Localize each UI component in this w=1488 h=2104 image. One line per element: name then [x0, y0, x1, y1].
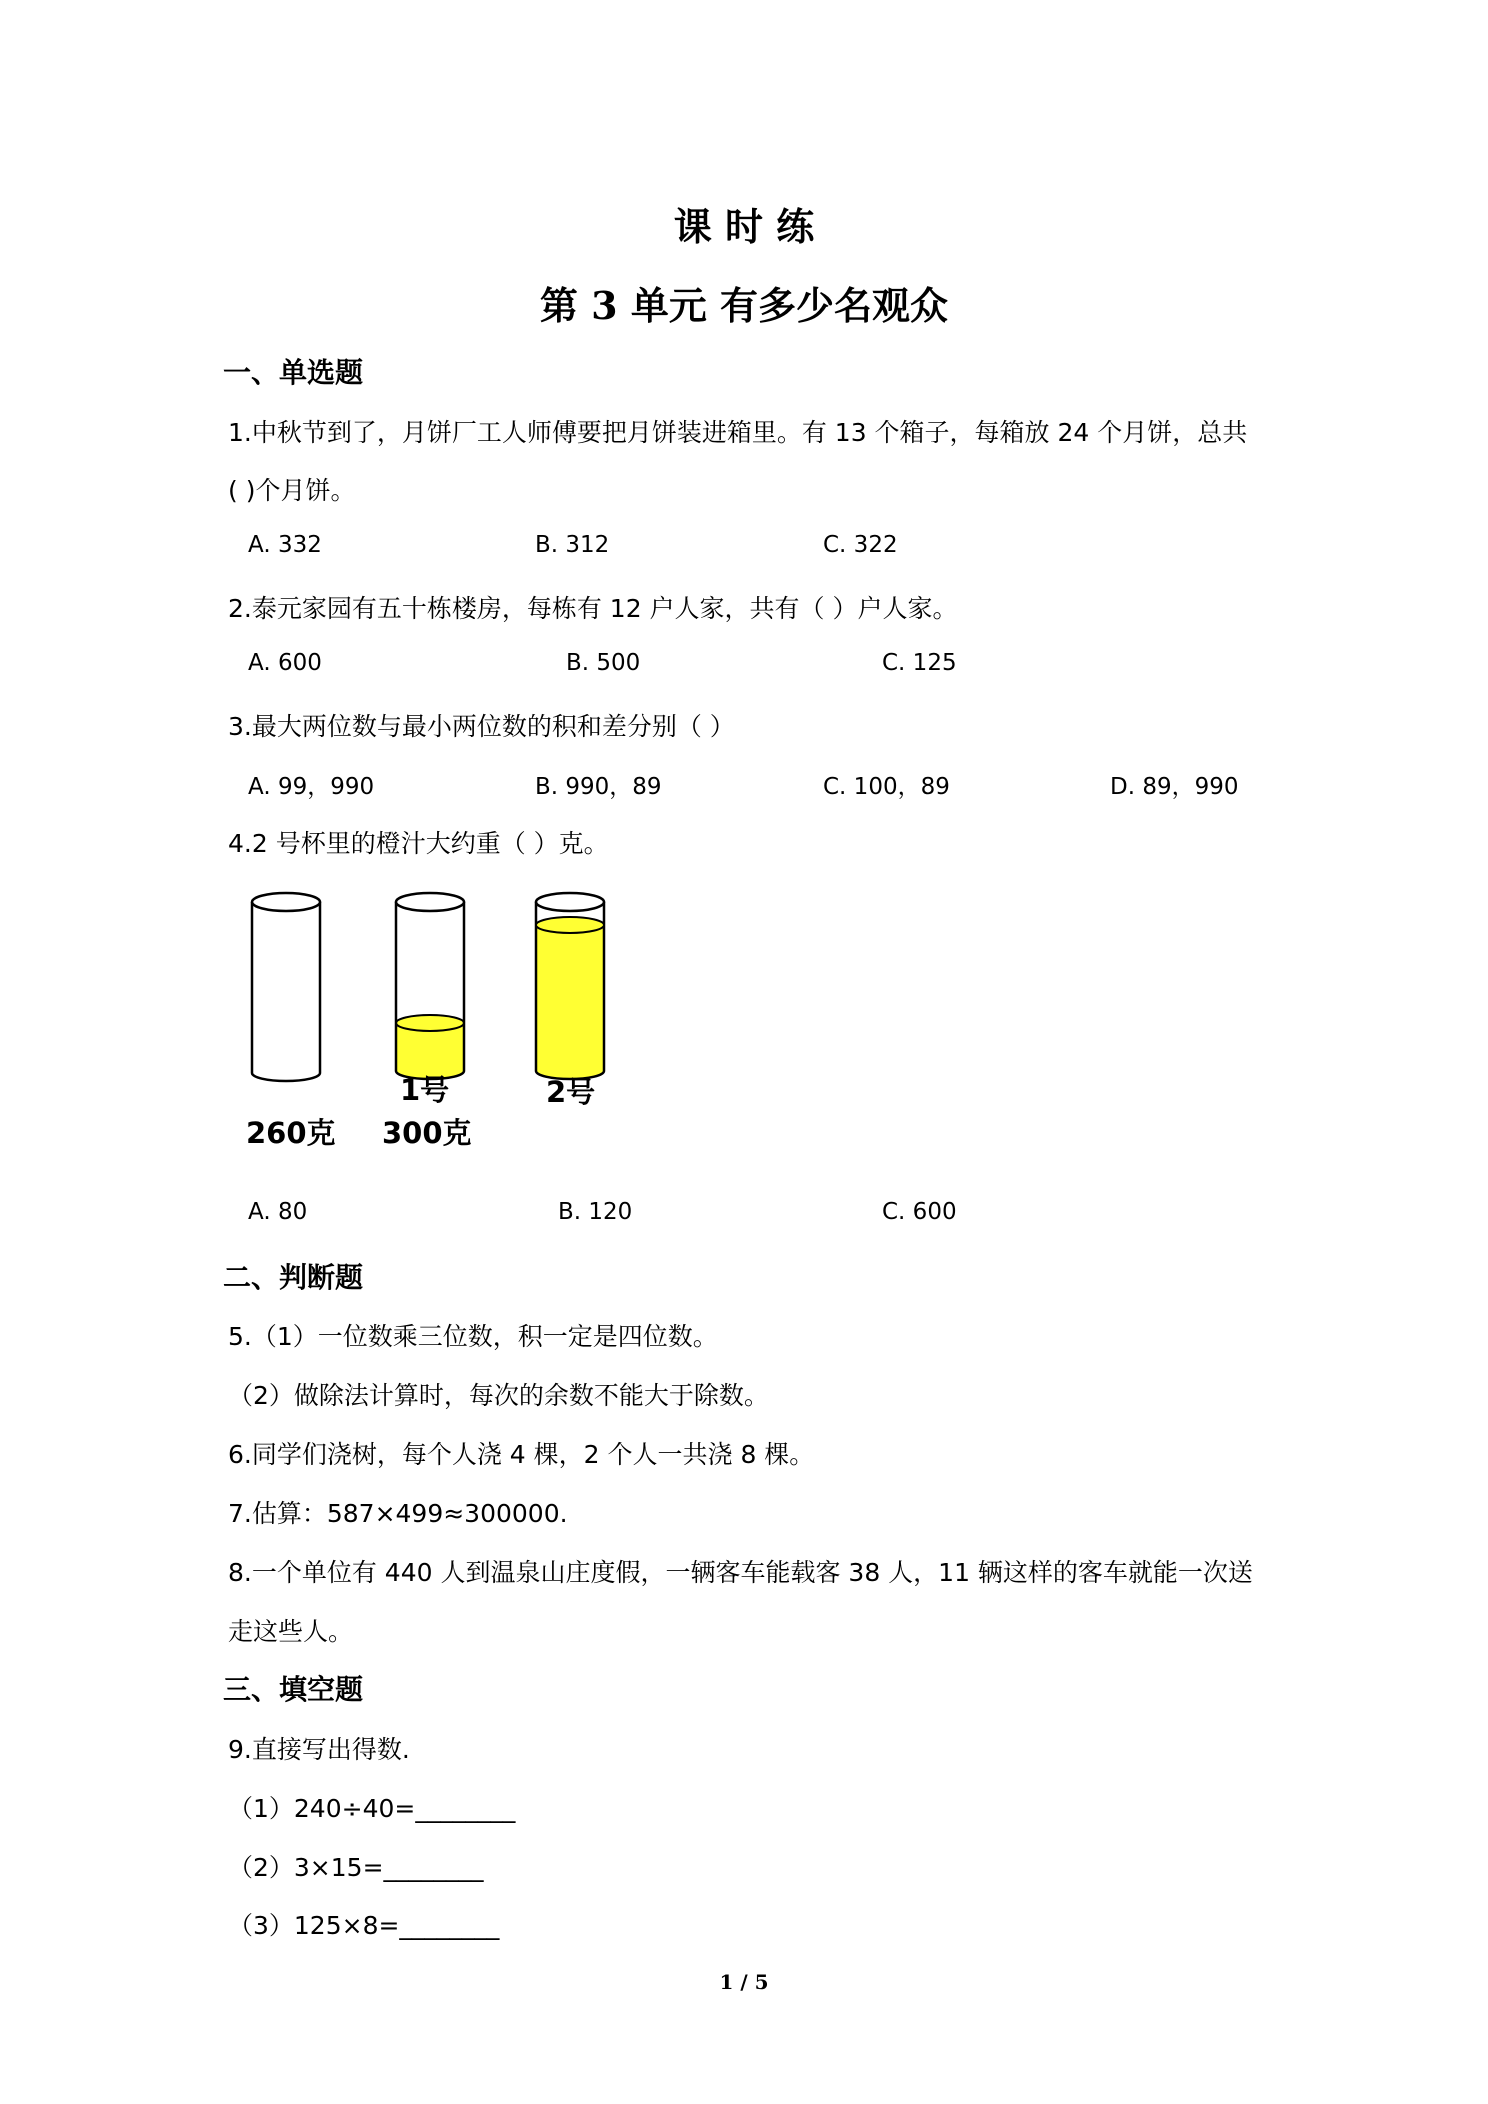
cup-empty [252, 893, 320, 1081]
page-number: 1 / 5 [719, 1970, 769, 1994]
question-2-option-b[interactable]: B. 500 [566, 650, 641, 676]
question-9-item-2[interactable]: （2）3×15=________ [228, 1853, 484, 1882]
question-2-option-c[interactable]: C. 125 [882, 650, 957, 676]
question-1-option-c[interactable]: C. 322 [823, 532, 898, 558]
cups-figure [230, 885, 650, 1165]
question-3-text: 3.最大两位数与最小两位数的积和差分别（ ） [228, 712, 735, 741]
cup-3-number-label: 2号 [546, 1075, 596, 1109]
cup-1-juice [396, 893, 464, 1079]
question-3-option-b[interactable]: B. 990，89 [535, 774, 662, 800]
question-9-item-1[interactable]: （1）240÷40=________ [228, 1794, 516, 1823]
cup-2-juice [536, 893, 604, 1079]
question-3-option-c[interactable]: C. 100，89 [823, 774, 950, 800]
section-heading-fill-blank: 三、填空题 [223, 1673, 364, 1706]
section-heading-true-false: 二、判断题 [223, 1261, 364, 1294]
question-3-option-d[interactable]: D. 89，990 [1110, 774, 1239, 800]
question-7-text: 7.估算：587×499≈300000. [228, 1499, 568, 1528]
question-4-option-a[interactable]: A. 80 [248, 1199, 308, 1225]
cup-1-label: 260克 [246, 1116, 336, 1150]
cup-2-juice-fill [536, 925, 604, 1071]
question-4-option-c[interactable]: C. 600 [882, 1199, 957, 1225]
question-1-option-b[interactable]: B. 312 [535, 532, 610, 558]
cup-2-number-label: 1号 [400, 1073, 450, 1107]
question-5-line-1: 5.（1）一位数乘三位数，积一定是四位数。 [228, 1322, 718, 1351]
cup-2-weight-label: 300克 [382, 1116, 472, 1150]
page-title: 课 时 练 [673, 204, 815, 249]
question-3-option-a[interactable]: A. 99，990 [248, 774, 375, 800]
question-5-line-2: （2）做除法计算时，每次的余数不能大于除数。 [228, 1381, 769, 1410]
question-2-option-a[interactable]: A. 600 [248, 650, 322, 676]
section-heading-single-choice: 一、单选题 [223, 356, 364, 389]
question-2-text: 2.泰元家园有五十栋楼房，每栋有 12 户人家，共有（ ）户人家。 [228, 594, 958, 623]
question-9-item-3[interactable]: （3）125×8=________ [228, 1911, 500, 1940]
question-8-line-2: 走这些人。 [228, 1617, 354, 1646]
question-1-line-1: 1.中秋节到了，月饼厂工人师傅要把月饼装进箱里。有 13 个箱子，每箱放 24 个月饼，总共 [228, 418, 1248, 447]
page-subtitle: 第 3 单元 有多少名观众 [539, 283, 949, 328]
question-9-text: 9.直接写出得数. [228, 1735, 410, 1764]
question-1-line-2: ( )个月饼。 [228, 476, 356, 505]
question-4-text: 4.2 号杯里的橙汁大约重（ ）克。 [228, 829, 609, 858]
question-1-option-a[interactable]: A. 332 [248, 532, 322, 558]
question-4-option-b[interactable]: B. 120 [558, 1199, 633, 1225]
question-8-line-1: 8.一个单位有 440 人到温泉山庄度假，一辆客车能载客 38 人，11 辆这样的客车就能一次送 [228, 1558, 1253, 1587]
question-6-text: 6.同学们浇树，每个人浇 4 棵，2 个人一共浇 8 棵。 [228, 1440, 815, 1469]
